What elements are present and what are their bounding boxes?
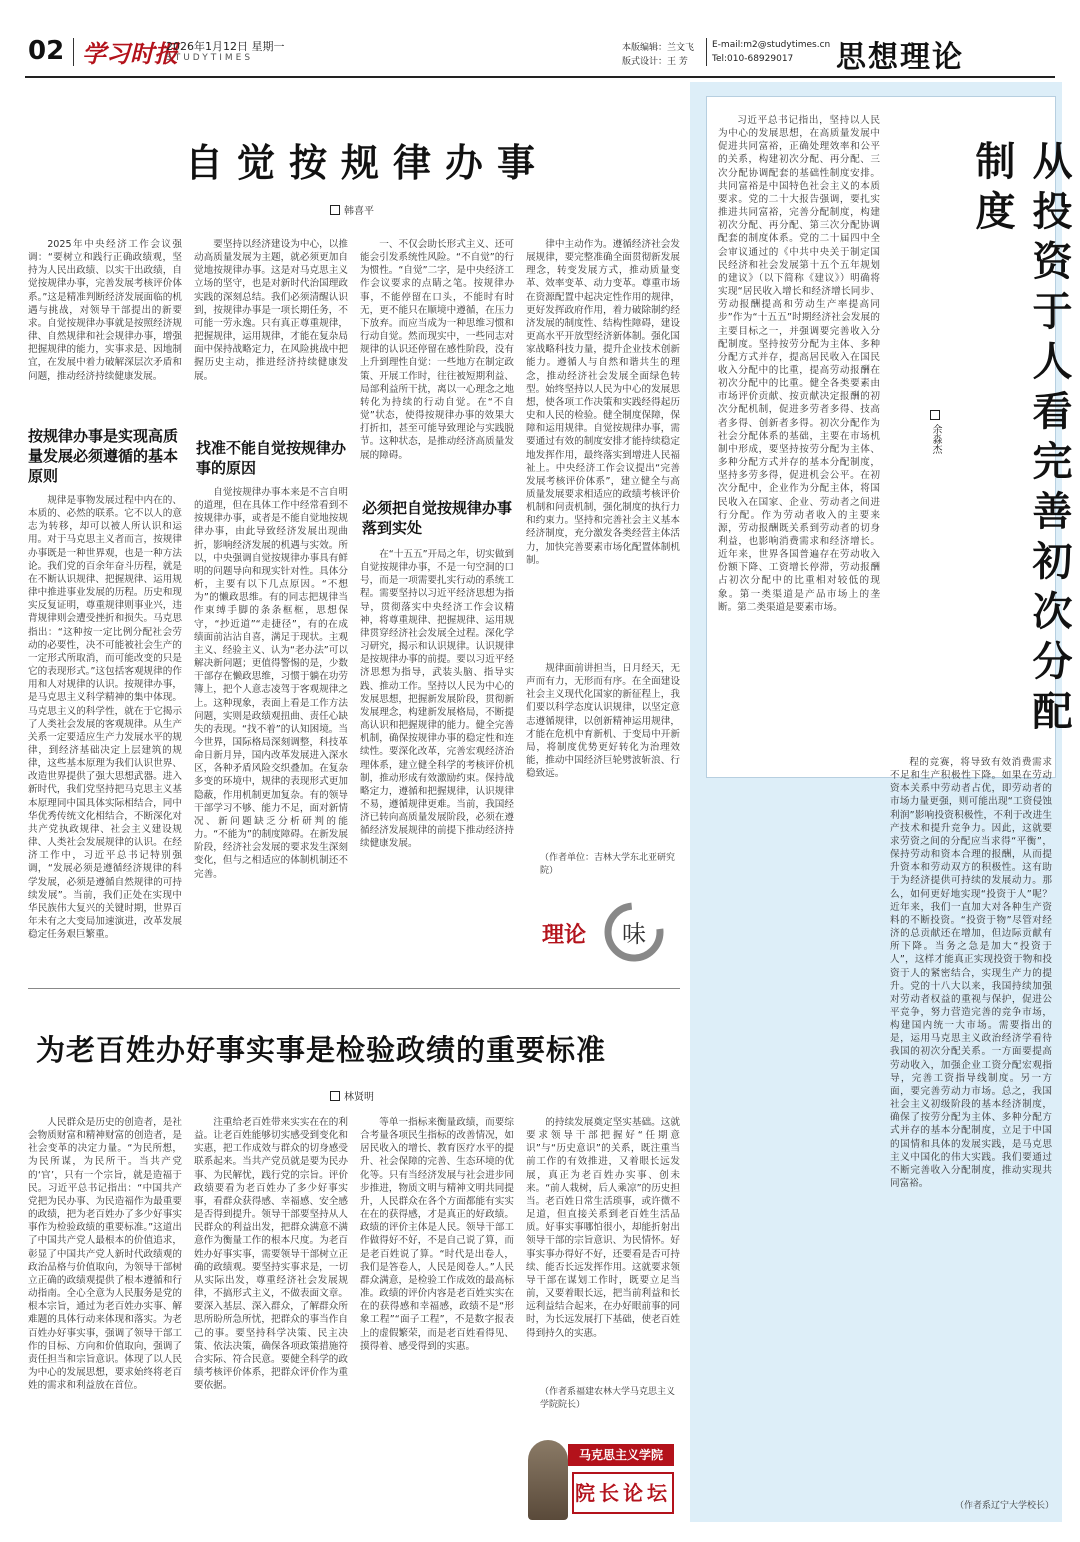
theory-badge-text: 理论 xyxy=(542,922,587,948)
article1-col1b: 规律是事物发展过程中内在的、本质的、必然的联系。它不以人的意志为转移，却可以被人所认识和运用。对于马克思主义者而言，按规律办事既是一种世界观，也是一种方法论。我们党的百余年奋斗历程，就是在不断认识规律、把握规律、运用规律中推进事业发展的历程。历史和现实反复证明，尊重规律则事业兴，违背规律则会遭受挫折和损失。马克思指出：“这种按一定比例分配社会劳动的必要性，决不可能被社会生产的一定形式所取消，而可能改变的只是它的表现形式。”这包括客观规律的作用和人对规律的认识。按规律办事，是马克思主义科学精神的集中体现。马克思主义的科学性，就在于它揭示了人类社会发展的客观规律。从生产关系一定要适应生产力发展水平的规律，到经济基础决定上层建筑的规律，这些基本原理为我们认识世界、改造世界提供了强大思想武器。进入新时代，我们党坚持把马克思主义基本原理同中国具体实际相结合，同中华优秀传统文化相结合，不断深化对共产党执政规律、社会主义建设规律、人类社会发展规律的认识。在经济工作中，习近平总书记特别强调，“发展必须是遵循经济规律的科学发展，必须是遵循自然规律的可持续发展”。当前，我们正处在实现中华民族伟大复兴的关键时期，世界百年未有之大变局加速演进，改革发展稳定任务艰巨繁重。 xyxy=(28,495,182,941)
newspaper-logo: 学习时报 xyxy=(82,39,178,68)
marx-portrait-icon xyxy=(528,1440,568,1520)
article2-col1: 人民群众是历史的创造者，是社会物质财富和精神财富的创造者，是社会变革的决定力量。“为民所想，为民所谋，为民所干。当共产党的‘官’，只有一个宗旨，就是造福于民。习近平总书记指出：“中国共产党把为民办事、为民造福作为最重要的政绩，把为老百姓办了多少好事实事作为检验政绩的重要标准。”这道出了中国共产党人最根本的价值追求，彰显了中国共产党人新时代政绩观的政治品格与价值取向，为领导干部树立正确的政绩观提供了根本遵循和行动指南。全心全意为人民服务是党的根本宗旨，通过为老百姓办实事、解难题的具体行动来体现和落实。为老百姓办好事实事，强调了领导干部工作的目标、方向和价值取向，强调了责任担当和宗旨意识。体现了以人民为中心的发展思想，要求始终将老百姓的需求和利益放在首位。 xyxy=(28,1117,182,1392)
design-credit: 版式设计：王 芳 xyxy=(622,57,688,67)
article1-col2a: 要坚持以经济建设为中心，以推动高质量发展为主题，就必须更加自觉地按规律办事。这是对马克思主义立场的坚守，也是对新时代治国理政实践的深刻总结。我们必须清醒认识到，按规律办事是一项长期任务，不可能一劳永逸。只有真正尊重规律，把握规律，运用规律，才能在复杂局面中保持战略定力，在风险挑战中把握历史主动，推进经济持续健康发展。 xyxy=(194,239,348,382)
theory-badge xyxy=(540,896,670,972)
article3-byline-box-icon xyxy=(930,410,940,420)
article1-col3b: 在“十五五”开局之年，切实做到自觉按规律办事，不是一句空洞的口号，而是一项需要扎实行动的系统工程。需要坚持以习近平经济思想为指导，贯彻落实中央经济工作会议精神，将尊重规律、把握规律、运用规律贯穿经济社会发展全过程。深化学习研究，揭示和认识规律。认识规律是按规律办事的前提。要以习近平经济思想为指导，武装头脑、指导实践、推动工作。坚持以人民为中心的发展思想，把握新发展阶段，贯彻新发展理念，构建新发展格局，不断提高认识和把握规律的能力。健全完善机制，确保按规律办事的稳定性和连续性。要深化改革，完善宏观经济治理体系，建立健全科学的考核评价机制，推动形成有效激励约束。保持战略定力，遵循和把握规律，认识规律不易，遵循规律更难。当前，我国经济已转向高质量发展阶段，必须在遵循经济发展规律的前提下推动经济持续健康发展。 xyxy=(360,549,514,850)
article3-col1: 习近平总书记指出，坚持以人民为中心的发展思想，在高质量发展中促进共同富裕，正确处理效率和公平的关系，构建初次分配、再分配、三次分配协调配套的基础性制度安排。共同富裕是中国特色社会主义的本质要求。党的二十大报告强调，要扎实推进共同富裕，完善分配制度，构建初次分配、再分配、第三次分配协调配套的制度体系。党的二十届四中全会审议通过的《中共中央关于制定国民经济和社会发展第十五个五年规划的建议》（以下简称《建议》）明确将实现“居民收入增长和经济增长同步、劳动报酬提高和劳动生产率提高同步”作为“十五五”时期经济社会发展的主要目标之一，并强调要完善收入分配制度。坚持按劳分配为主体、多种分配方式并存，提高居民收入在国民收入分配中的比重，提高劳动报酬在初次分配中的比重。健全各类要素由市场评价贡献、按贡献决定报酬的初次分配机制，促进多劳者多得、技高者多得、创新者多得。初次分配作为社会分配体系的基础，主要在市场机制中形成，要坚持按劳分配为主体、多种分配方式并存的基本分配制度，坚持多劳多得，促进机会公平。在初次分配中，企业作为分配主体，将国民收入在国家、企业、劳动者之间进行分配。作为劳动者收入的主要来源，劳动报酬既关系到劳动者的切身利益，也影响消费需求和经济增长。近年来，世界各国普遍存在劳动收入份额下降、工资增长停滞，劳动报酬占初次分配中的比重相对较低的现象。第一类渠道是产品市场上的垄断。第二类渠道是要素市场。 xyxy=(718,115,880,613)
svg-text:味: 味 xyxy=(622,920,646,948)
article1-subhead3: 必须把自觉按规律办事落到实处 xyxy=(362,499,513,537)
article2-col2: 注重给老百姓带来实实在在的利益。让老百姓能够切实感受到变化和实惠，把工作成效与群众的切身感受联系起来。当共产党员就是要为民办事、为民解忧，践行党的宗旨。评价政绩要看为老百姓办了多少好事实事，看群众获得感、幸福感、安全感是否得到提升。领导干部要坚持从人民群众的利益出发，把群众满意不满意作为衡量工作的根本尺度。为老百姓办好事实事，需要领导干部树立正确的政绩观。要坚持实事求是，一切从实际出发，尊重经济社会发展规律，不搞形式主义，不做表面文章。要深入基层、深入群众，了解群众所思所盼所急所忧，把群众的事当作自己的事。要坚持科学决策、民主决策、依法决策，确保各项政策措施符合实际、符合民意。要健全科学的政绩考核评价体系，把群众评价作为重要依据。 xyxy=(194,1117,348,1392)
article1-col3a: 一、不仅会助长形式主义、还可能会引发系统性风险。“不自觉”的行为惯性。“自觉”二字，是中央经济工作会议要求的点睛之笔。按规律办事，不能停留在口头，不能时有时无，更不能只在顺境中遵循，在压力下放弃。而应当成为一种思维习惯和行动自觉。然而现实中，一些同志对规律的认识还停留在感性阶段，没有上升到理性自觉：一些地方在制定政策、开展工作时，往往被短期利益、局部利益所干扰，离以一心理念之地转化为持续的行动自觉。在“不自觉”状态，使得按规律办事的效果大打折扣，甚至可能导致理论与实践脱节。这种状态，是推动经济高质量发展的障碍。 xyxy=(360,239,514,461)
dean-forum-badge-top: 马克思主义学院 xyxy=(568,1444,674,1466)
dean-forum-badge-bottom: 院长论坛 xyxy=(572,1472,674,1514)
masthead-divider xyxy=(73,38,74,66)
article3-title: 从投资于人看完善初次分配制度 xyxy=(969,140,1073,740)
article1-col4a: 律中主动作为。遵循经济社会发展规律，要完整准确全面贯彻新发展理念，转变发展方式，推动质量变革、效率变革、动力变革。尊重市场在资源配置中起决定性作用的规律，更好发挥政府作用，着力破除制约经济发展的制度性、结构性障碍，建设更高水平开放型经济新体制。强化国家战略科技力量，提升企业技术创新能力。遵循人与自然和谐共生的理念，推动经济社会发展全面绿色转型。始终坚持以人民为中心的发展思想，使各项工作决策和实践经得起历史和人民的检验。健全制度保障，保障和运用规律。自觉按规律办事，需要通过有效的制度安排才能持续稳定地发挥作用，最终落实到增进人民福祉上。中央经济工作会议提出“完善发展考核评价体系”，建立健全与高质量发展要求相适应的政绩考核评价机制和问责机制，强化制度的执行力和约束力。坚持和完善社会主义基本经济制度，充分激发各类经营主体活力，加快完善要素市场化配置体制机制。 xyxy=(526,239,680,566)
dean-forum-badge xyxy=(528,1432,678,1524)
article1-title: 自觉按规律办事 xyxy=(185,140,550,185)
contact-tel: Tel:010-68929017 xyxy=(712,54,794,64)
article2-col3: 等单一指标来衡量政绩，而要综合考量各项民生指标的改善情况，如居民收入的增长、教育医疗水平的提升、社会保障的完善、生态环境的优化等。只有当经济发展与社会进步同步推进，物质文明与精神文明共同提升，人民群众在各个方面都能有实实在在的获得感，才是真正的好政绩。政绩的评价主体是人民。领导干部工作做得好不好，不是自己说了算，而是老百姓说了算。“时代是出卷人，我们是答卷人，人民是阅卷人。”人民群众满意，是检验工作成效的最高标准。政绩的评价内容是老百姓实实在在的获得感和幸福感，政绩不是“形象工程”“面子工程”，不是数字报表上的虚假繁荣，而是老百姓看得见、摸得着、感受得到的实惠。 xyxy=(360,1117,514,1352)
article2-col4: 的持续发展奠定坚实基础。这就要求领导干部把握好“任期意识”与“历史意识”的关系，既注重当前工作的有效推进，又着眼长远发展，真正为老百姓办实事、创未来。“前人栽树，后人乘凉”的历史担当。老百姓日常生活琐事，或许微不足道，但直接关系到老百姓生活品质。好事实事哪怕很小，却能折射出领导干部的宗旨意识、为民情怀。好事实事办得好不好，还要看是否可持续、能否长远发挥作用。这就要求领导干部在谋划工作时，既要立足当前，又要着眼长远，把当前利益和长远利益结合起来，在办好眼前事的同时，为长远发展打下基础，使老百姓得到持久的实惠。 xyxy=(526,1117,680,1339)
masthead-divider-2 xyxy=(706,38,707,66)
article3-col2: 程的竞赛，将导致有效消费需求不足和生产积极性下降。如果在劳动资本关系中劳动者占优，即劳动者的市场力量更强，则可能出现“工资侵蚀利润”影响投资积极性，不利于改进生产技术和提升竞争力。因此，这就要求劳资之间的分配应当求得“平衡”，保持劳动和资本合理的报酬，从而提升资本和劳动双方的积极性。这有助于为经济提供可持续的发展动力。那么，如何更好地实现“投资于人”呢？近年来，我们一直加大对各种生产资料的不断投资。“投资于物”尽管对经济的总贡献还在增加，但边际贡献有所下降。当务之急是加大“投资于人”，这样才能真正实现投资于物和投资于人的紧密结合，实现生产力的提升。党的十八大以来，我国持续加强对劳动者权益的重视与保护，促进公平竞争，努力营造完善的竞争市场，构建国内统一大市场。需要指出的是，运用马克思主义政治经济学看待我国的初次分配关系。一方面要提高劳动收入，加强企业工资分配宏观指导，完善工资指导线制度。另一方面，要完善劳动力市场。总之，我国社会主义初级阶段的基本经济制度，确保了按劳分配为主体、多种分配方式并存的基本分配制度，立足于中国的国情和具体的发展实践，是马克思主义中国化的伟大实践。我们要通过不断完善收入分配制度，推动实现共同富裕。 xyxy=(890,757,1052,1189)
page-number: 02 xyxy=(28,36,65,66)
article2-author: 林贤明 xyxy=(344,1092,374,1103)
theory-badge-brush-icon xyxy=(602,900,666,964)
article2-title: 为老百姓办好事实事是检验政绩的重要标准 xyxy=(36,1033,607,1067)
article1-col4b: 规律面前讲担当，日月经天，无声而有力，无形而有序。在全面建设社会主义现代化国家的新征程上，我们要以科学态度认识规律，以坚定意志遵循规律，以创新精神运用规律，才能在危机中育新机、于变局中开新局，将制度优势更好转化为治理效能，推动中国经济巨轮劈波斩浪、行稳致远。 xyxy=(526,663,680,780)
article1-subhead2: 找准不能自觉按规律办事的原因 xyxy=(196,439,347,477)
article1-subhead1: 按规律办事是实现高质量发展必须遵循的基本原则 xyxy=(28,427,179,485)
article-divider xyxy=(28,988,680,989)
article2-author-note: （作者系福建农林大学马克思主义学院院长） xyxy=(540,1387,676,1410)
article1-col1a: 2025年中央经济工作会议强调：“要树立和践行正确政绩观，坚持为人民出政绩、以实干出政绩，自觉按规律办事，完善发展考核评价体系。”这是精准判断经济发展面临的机遇与挑战，对领导干部提出的新要求。自觉按规律办事就是按照经济规律、自然规律和社会规律办事，增强把握规律的能力，实事求是、因地制宜，在发展中着力破解深层次矛盾和问题，推动经济持续健康发展。 xyxy=(28,239,182,382)
article1-col2b: 自觉按规律办事本来是不言自明的道理，但在具体工作中经常看到不按规律办事，或者是不能自觉地按规律办事，由此导致经济发展出现曲折，影响经济发展的机遇与实效。所以，中央强调自觉按规律办事具有鲜明的问题导向和现实针对性。具体分析，主要有以下几点原因。“不想为”的懒政思维。有的同志把规律当作束缚手脚的条条框框，思想保守，“抄近道”“走捷径”，有的在成绩面前沾沾自喜，满足于现状。主观主义、经验主义、认为“老办法”可以解决新问题；更值得警惕的是，少数干部存在懒政思维，习惯于躺在功劳簿上，把个人意志凌驾于客观规律之上。这种现象，表面上看是工作方法问题，实则是政绩观扭曲、责任心缺失的表现。“找不着”的认知困境。当今世界，国际格局深刻调整，科技革命日新月异，国内改革发展进入深水区，各种矛盾风险交织叠加。在复杂多变的环境中，规律的表现形式更加隐蔽，作用机制更加复杂。有的领导干部学习不够、能力不足，面对新情况、新问题缺乏分析研判的能力。“不能为”的制度障碍。在新发展阶段，经济社会发展的要求发生深刻变化，但与之相适应的体制机制还不完善。 xyxy=(194,487,348,880)
article3-byline xyxy=(928,410,943,454)
editor-credit: 本版编辑：兰文飞 xyxy=(622,43,695,53)
contact-email: E-mail:m2@studytimes.cn xyxy=(712,40,831,50)
masthead-pinyin: STUDYTIMES xyxy=(166,53,254,63)
masthead-rule xyxy=(25,76,1055,78)
article1-byline xyxy=(330,202,374,217)
article2-byline xyxy=(330,1088,374,1103)
article3-author: 余淼杰 xyxy=(930,424,941,454)
article1-author: 韩喜平 xyxy=(344,206,374,217)
article3-author-note: （作者系辽宁大学校长） xyxy=(954,1501,1054,1511)
issue-date: 2026年1月12日 星期一 xyxy=(166,40,285,53)
article1-author-note: （作者单位：吉林大学东北亚研究院） xyxy=(540,853,676,876)
section-title: 思想理论 xyxy=(836,40,964,75)
